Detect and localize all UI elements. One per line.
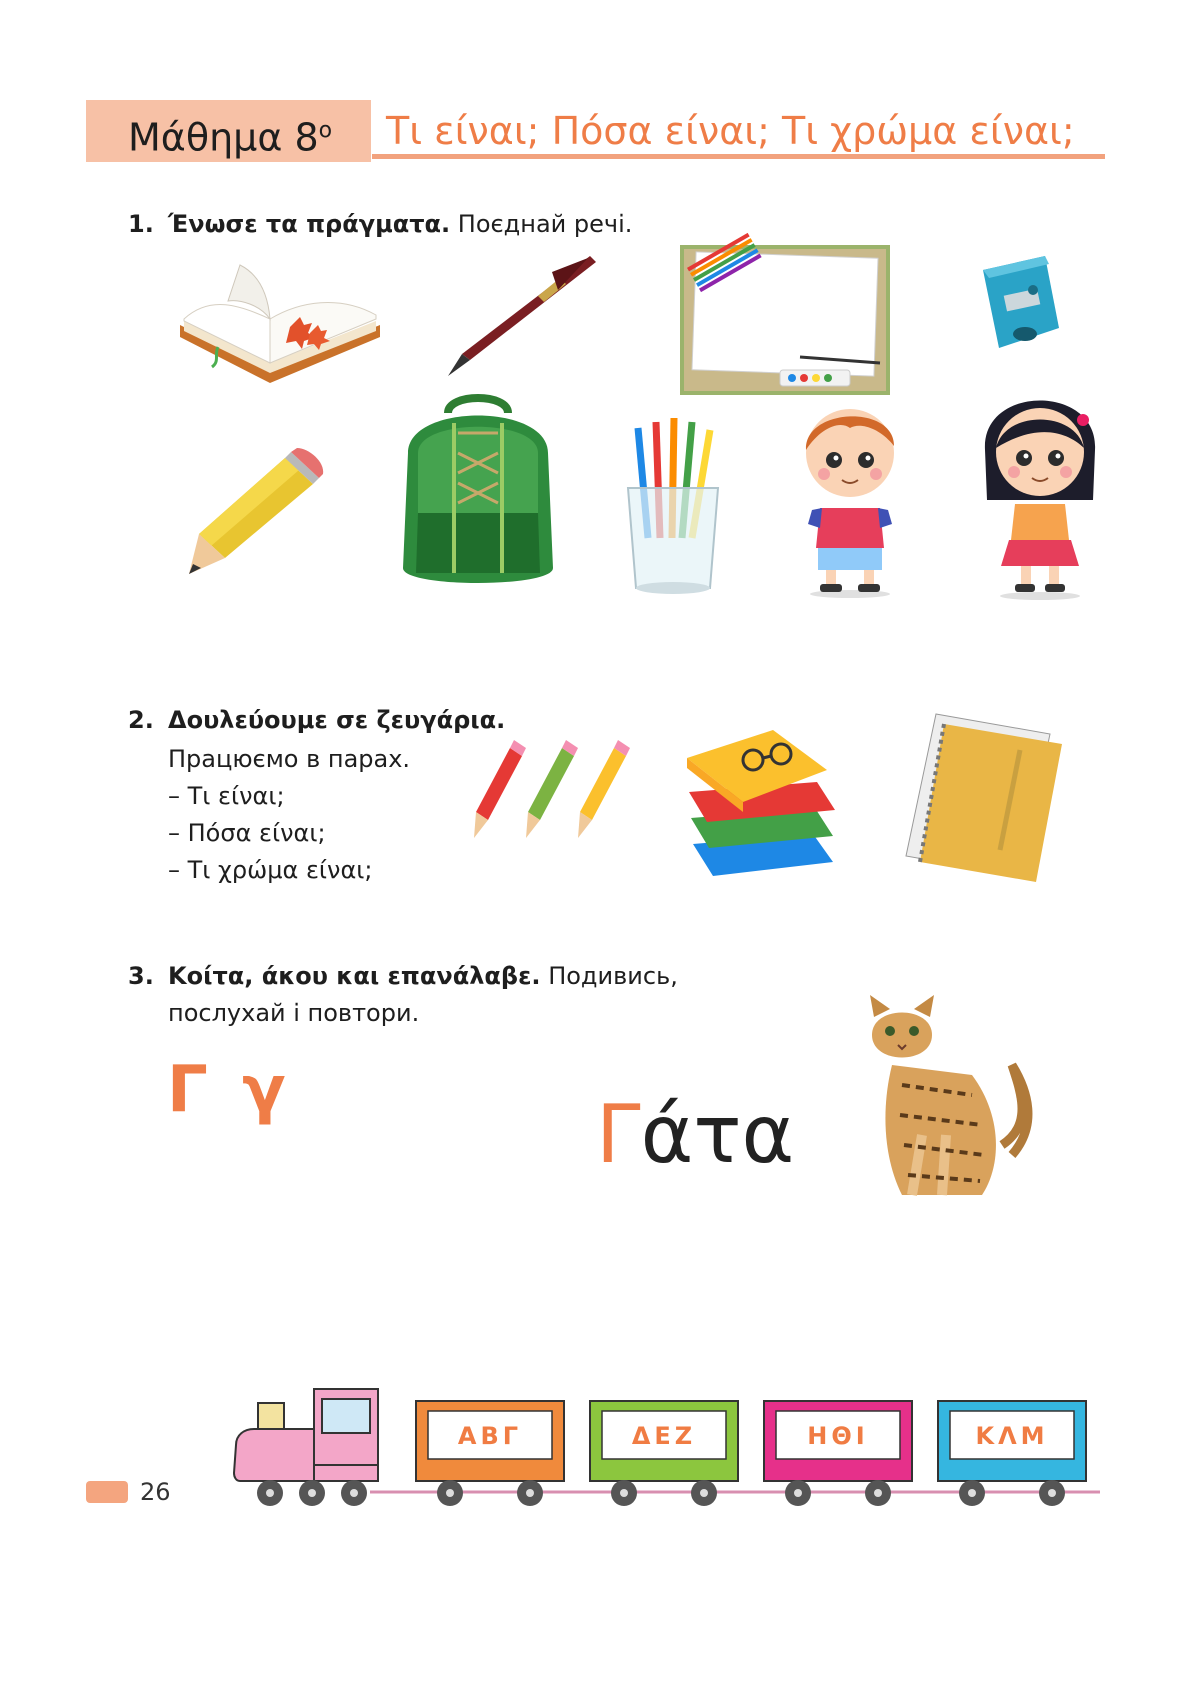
sharpener-icon [975, 250, 1065, 355]
wagon-wheel-hub [794, 1489, 802, 1497]
exercise-1-title: 1. Ένωσε τα πράγματα. Поєднай речі. [128, 210, 633, 238]
header-underline [372, 154, 1105, 159]
wagon-wheel-hub [526, 1489, 534, 1497]
exercise-3-title: 3. Κοίτα, άκου και επανάλαβε. Подивись, [128, 962, 678, 990]
three-pencils-icon [468, 742, 638, 842]
wagon-wheel-hub [1048, 1489, 1056, 1497]
wagon-label: ΑΒΓ [457, 1422, 523, 1450]
exercise-2-question-3: – Τι χρώμα είναι; [168, 856, 373, 884]
lesson-title: Τι είναι; Πόσα είναι; Τι χρώμα είναι; [386, 109, 1075, 153]
page-number-tab [86, 1481, 128, 1503]
wagon-label: ΔΕΖ [631, 1422, 697, 1450]
example-word: Γάτα [596, 1088, 795, 1181]
train-wagon [764, 1401, 912, 1506]
pencil-cup-icon [618, 418, 728, 598]
train-wagon [938, 1401, 1086, 1506]
exercise-3-subtitle: послухай і повтори. [168, 999, 420, 1027]
lesson-label: Μάθημα $8^o$ [128, 115, 333, 160]
exercise-2-subtitle: Працюємо в парах. [168, 745, 411, 773]
pen-icon [440, 250, 600, 380]
wagon-label: ΚΛΜ [975, 1422, 1049, 1450]
girl-icon [975, 390, 1105, 600]
wagon-wheel-hub [700, 1489, 708, 1497]
book-icon [170, 255, 390, 395]
page-number: 26 [140, 1478, 171, 1506]
wagon-wheel-hub [620, 1489, 628, 1497]
train-wagon [416, 1401, 564, 1506]
cat-icon [852, 995, 1042, 1205]
wagon-wheel-hub [968, 1489, 976, 1497]
train-engine [234, 1389, 378, 1506]
exercise-2-title: 2. Δουλεύουμε σε ζευγάρια. [128, 706, 506, 734]
wagon-wheel-hub [874, 1489, 882, 1497]
exercise-2-question-2: – Πόσα είναι; [168, 819, 326, 847]
train-wagon [590, 1401, 738, 1506]
exercise-2-question-1: – Τι είναι; [168, 782, 285, 810]
backpack-icon [388, 393, 568, 593]
wagon-wheel-hub [446, 1489, 454, 1497]
drawing-pad-icon [680, 245, 890, 395]
boy-icon [790, 398, 910, 598]
train-icon [230, 1385, 1120, 1515]
book-stack-icon [683, 722, 848, 882]
notebook-icon [900, 710, 1070, 885]
pencil-icon [185, 448, 325, 578]
wagon-label: ΗΘΙ [807, 1422, 869, 1450]
letter-pair: Γ γ [167, 1053, 292, 1127]
